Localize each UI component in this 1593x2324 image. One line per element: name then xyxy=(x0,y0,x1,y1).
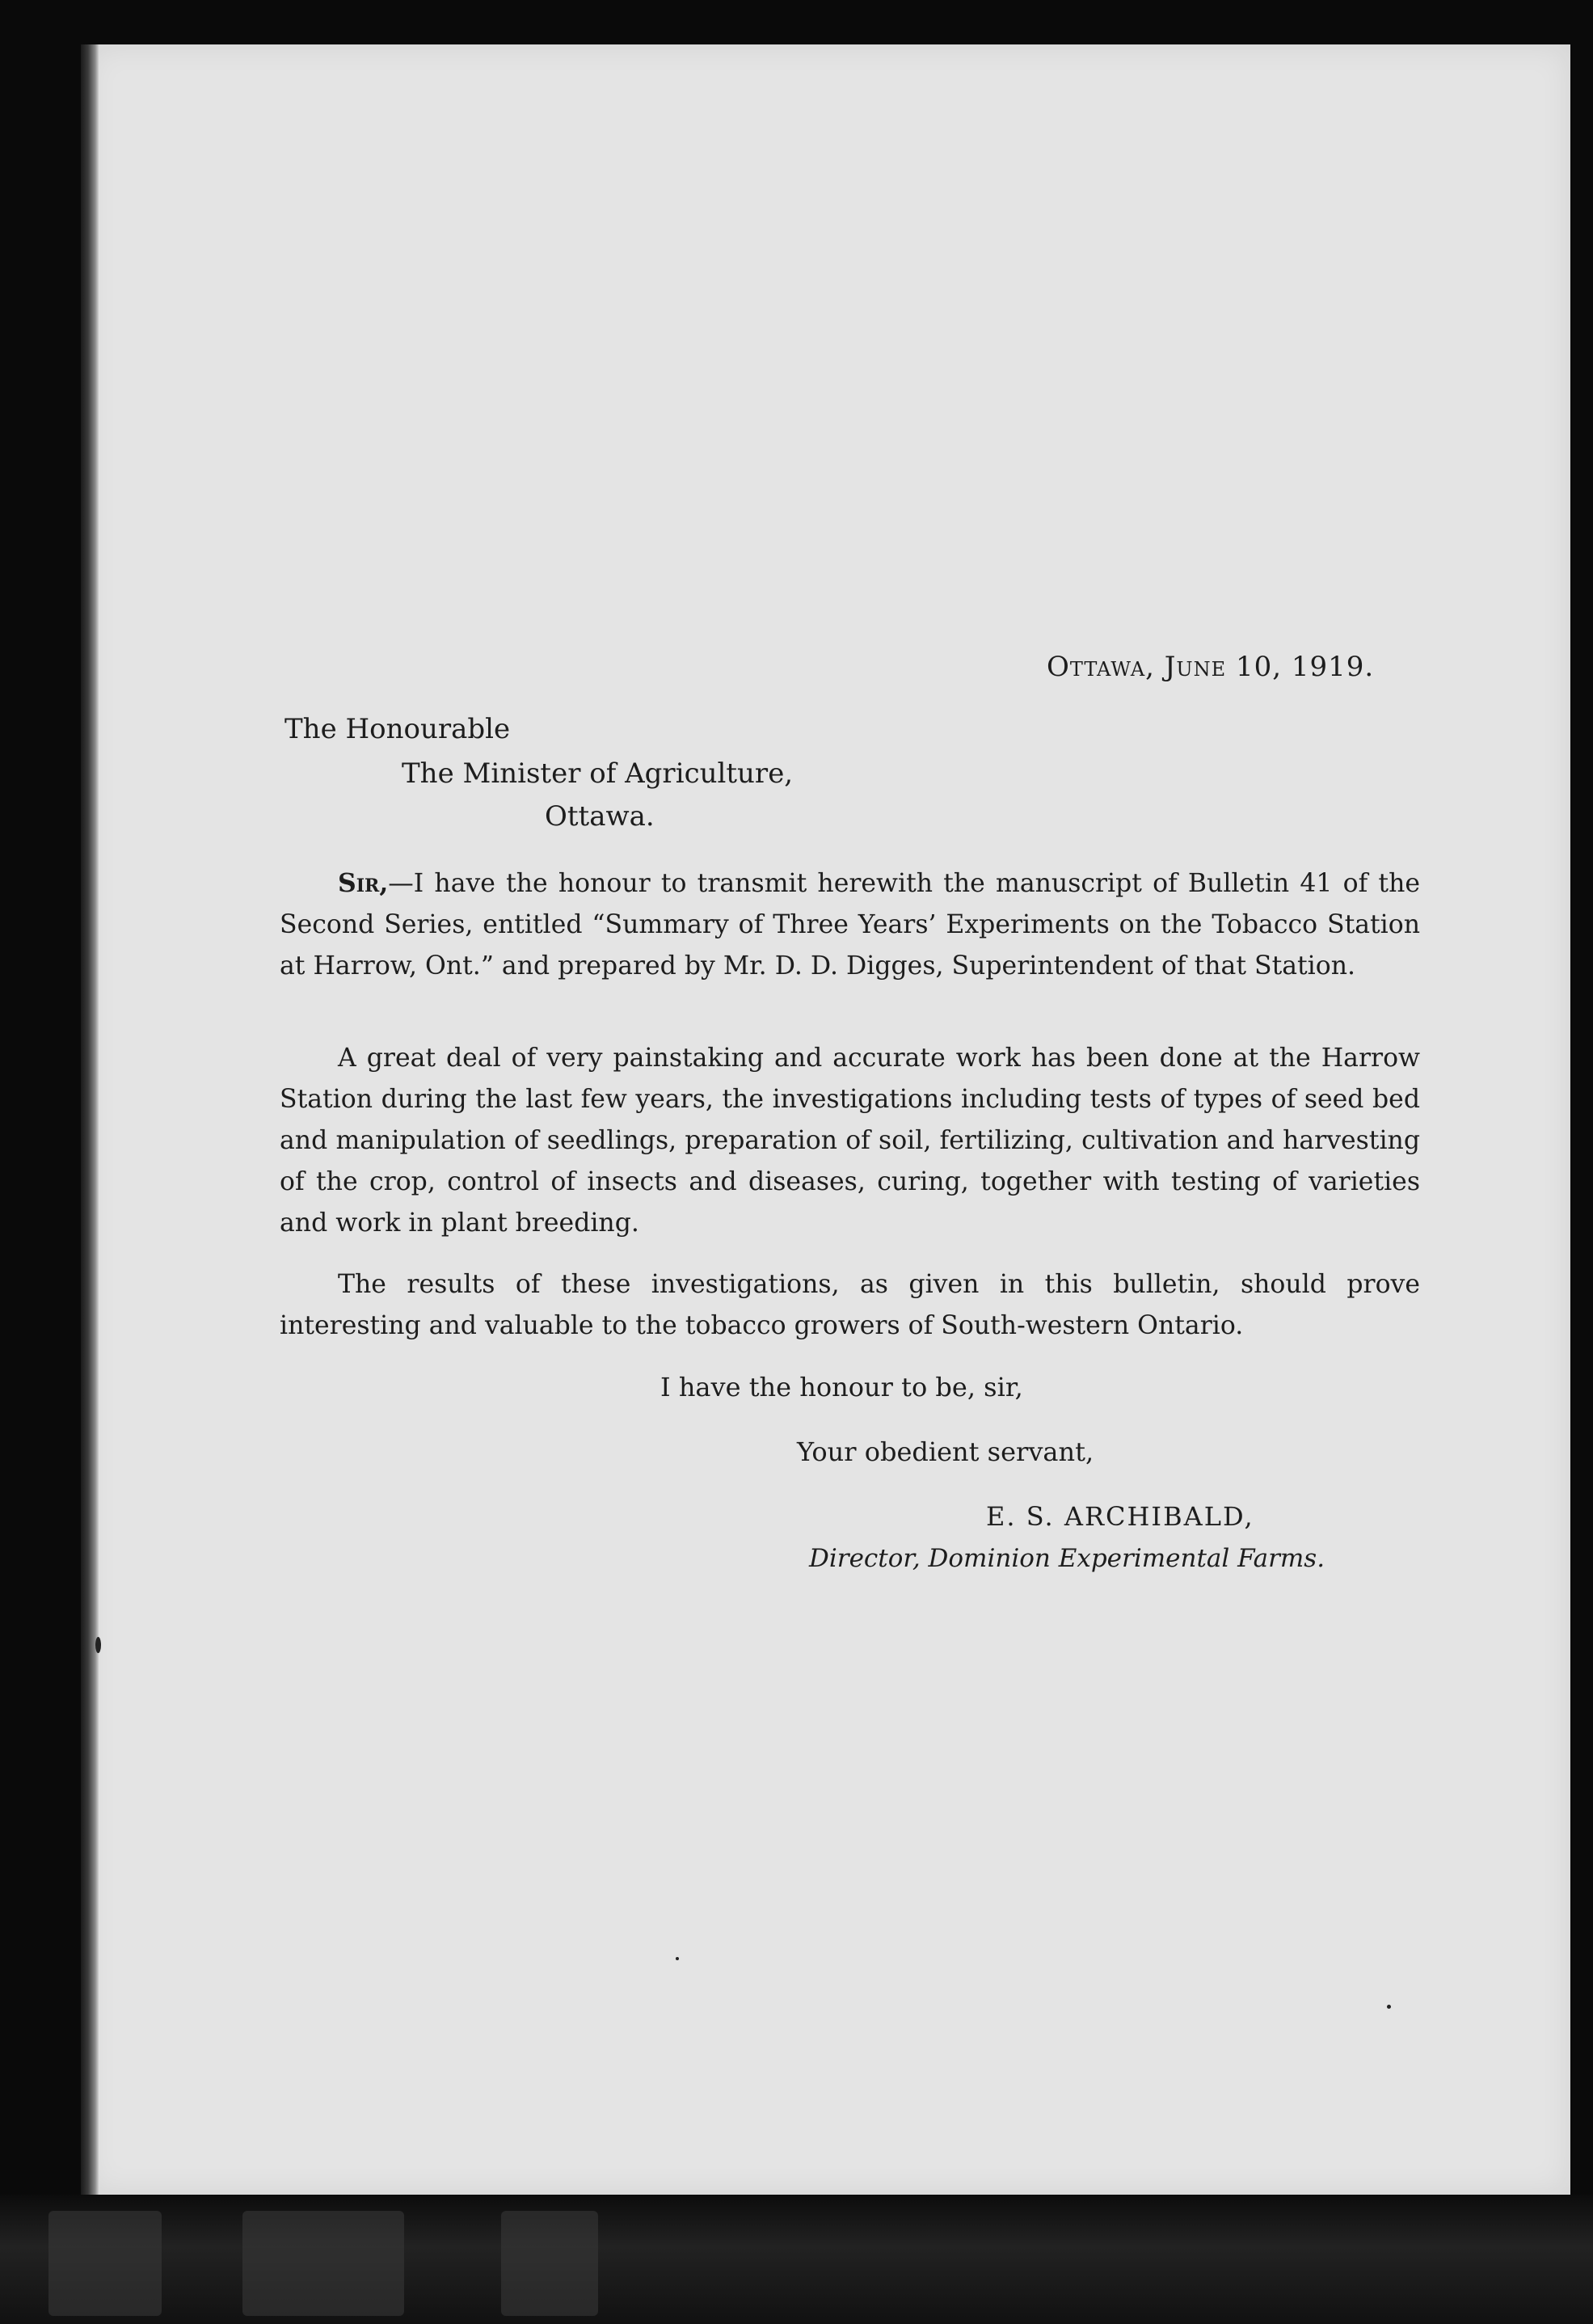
scan-speck xyxy=(1387,2005,1391,2009)
signer-name: E. S. ARCHIBALD, xyxy=(986,1501,1254,1532)
scan-smudge xyxy=(242,2211,404,2316)
letter-paragraph-3: The results of these investigations, as given in this bulletin, should prove interesting and valuable to the tobacco growers of South-western Ontario. xyxy=(280,1270,1420,1340)
letter-paragraph-1 xyxy=(280,863,1420,987)
scan-speck xyxy=(95,1637,101,1653)
address-line-2: The Minister of Agriculture, xyxy=(402,757,794,790)
letter-dateline: Ottawa, June 10, 1919. xyxy=(1047,651,1375,683)
salutation: Sir, xyxy=(338,868,389,898)
paragraph-1-text: —I have the honour to transmit herewith the manuscript of Bulletin 41 of the Second Series, entitled “Summary of Three Years’ Experiments on the Tobacco Station at Harrow, Ont.” and prepared by Mr. D. D. Digges, Superintendent of that Station. xyxy=(280,869,1420,981)
address-line-3: Ottawa. xyxy=(545,800,655,833)
scan-smudge xyxy=(501,2211,598,2316)
letter-paragraph-2: A great deal of very painstaking and accurate work has been done at the Harrow Station during the last few years, the investigations including tests of types of seed bed and manipulation of seedlings, preparation of soil, fertilizing, cultivation and harvesting of the crop, control of insects and diseases, curing, together with testing of varieties and work in plant breeding. xyxy=(280,1044,1420,1238)
scanner-bottom-shadow xyxy=(0,2195,1593,2324)
scan-speck xyxy=(676,1957,679,1960)
closing-line-1: I have the honour to be, sir, xyxy=(660,1372,1023,1402)
closing-line-2: Your obedient servant, xyxy=(797,1436,1094,1467)
address-line-1: The Honourable xyxy=(284,713,511,745)
scan-smudge xyxy=(48,2211,162,2316)
signer-title: Director, Dominion Experimental Farms. xyxy=(809,1544,1325,1573)
page-binding-edge xyxy=(81,44,99,2195)
